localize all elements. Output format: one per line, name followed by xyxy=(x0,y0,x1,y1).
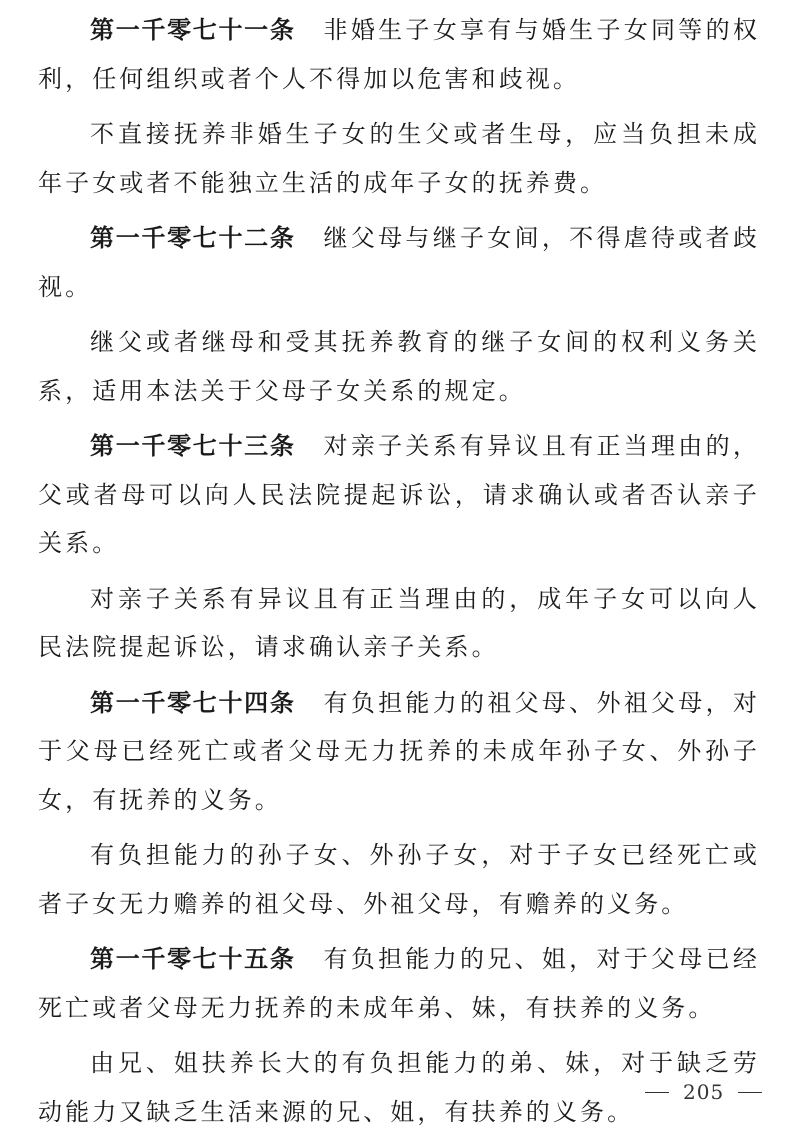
article-text: 有负担能力的孙子女、外孙子女，对于子女已经死亡或者子女无力赡养的祖父母、外祖父母，有赡养的义务。 xyxy=(38,841,760,918)
page-number xyxy=(645,1080,762,1104)
article-title: 第一千零七十三条 xyxy=(90,432,296,460)
article-text: 不直接抚养非婚生子女的生父或者生母，应当负担未成年子女或者不能独立生活的成年子女的抚养费。 xyxy=(38,120,760,197)
article-paragraph xyxy=(38,6,760,103)
article-paragraph xyxy=(38,214,760,311)
article-text: 非婚生子女享有与婚生子女同等的权利，任何组织或者个人不得加以危害和歧视。 xyxy=(38,16,760,93)
article-title: 第一千零七十四条 xyxy=(90,688,296,717)
document-body xyxy=(38,6,760,1136)
article-title: 第一千零七十一条 xyxy=(90,16,296,44)
article-paragraph xyxy=(38,935,760,1032)
article-text: 由兄、姐扶养长大的有负担能力的弟、妹，对于缺乏劳动能力又缺乏生活来源的兄、姐，有扶养的义务。 xyxy=(38,1049,760,1126)
page-number-value: 205 xyxy=(683,1080,725,1104)
article-paragraph xyxy=(38,318,760,415)
page-number-dash-left xyxy=(645,1092,669,1093)
article-text: 继父或者继母和受其抚养教育的继子女间的权利义务关系，适用本法关于父母子女关系的规定。 xyxy=(38,328,760,405)
article-text: 对亲子关系有异议且有正当理由的，成年子女可以向人民法院提起诉讼，请求确认亲子关系。 xyxy=(38,584,760,661)
page-number-dash-right xyxy=(738,1092,762,1093)
article-title: 第一千零七十二条 xyxy=(90,224,296,252)
article-text: 对亲子关系有异议且有正当理由的，父或者母可以向人民法院提起诉讼，请求确认或者否认亲子关系。 xyxy=(38,432,760,557)
article-paragraph xyxy=(38,679,760,825)
article-title: 第一千零七十五条 xyxy=(90,945,296,973)
article-paragraph xyxy=(38,831,760,928)
article-text: 有负担能力的兄、姐，对于父母已经死亡或者父母无力抚养的未成年弟、妹，有扶养的义务。 xyxy=(38,945,760,1022)
article-paragraph xyxy=(38,422,760,568)
article-text: 继父母与继子女间，不得虐待或者歧视。 xyxy=(38,224,760,301)
article-paragraph xyxy=(38,575,760,672)
article-paragraph xyxy=(38,110,760,207)
article-text: 有负担能力的祖父母、外祖父母，对于父母已经死亡或者父母无力抚养的未成年孙子女、外孙子女，有抚养的义务。 xyxy=(38,688,760,814)
